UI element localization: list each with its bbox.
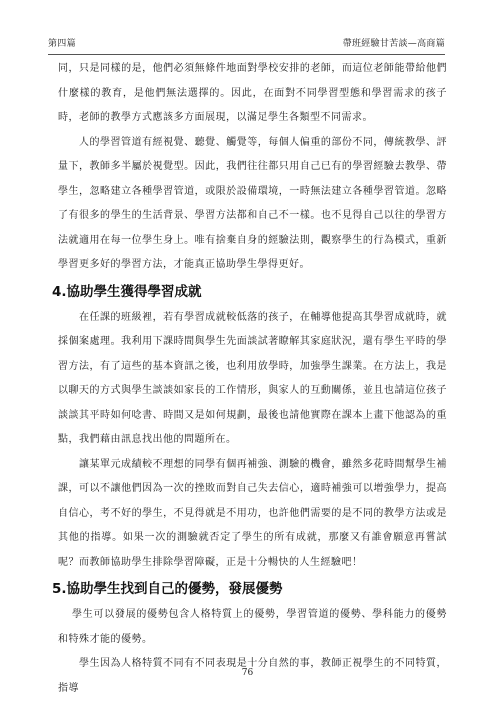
section-heading-4: 4.協助學生獲得學習成就 <box>52 283 202 300</box>
section-heading-5: 5.協助學生找到自己的優勢，發展優勢 <box>52 581 283 597</box>
paragraph-student-strengths: 學生可以發展的優勢包含人格特質上的優勢，學習管道的優勢、學科能力的優勢和特殊才能的優勢。 <box>58 609 447 645</box>
body-text <box>52 57 447 701</box>
paragraph-case-handling: 在任課的班級裡，若有學習成就較低落的孩子，在輔導他提高其學習成就時，就採個案處理。我利用下課時間與學生先面談試著瞭解其家庭狀況，還有學生平時的學習方法，有了這些的基本資訊之後，也利用放學時，加強學生課業。在方法上，我是以聊天的方式與學生談談如家長的工作情形，與家人的互動關係，並且也請這位孩子談談其平時如何唸書、時間又是如何規劃，最後也請他實際在課本上畫下他認為的重點，我們藉由訊息找出他的問題所在。 <box>58 311 447 445</box>
header-chapter-title: 帶班經驗甘苦談—高商篇 <box>342 39 445 49</box>
paragraph-continuation: 同，只是同樣的是，他們必須無條件地面對學校安排的老師，而這位老師能帶給他們什麼樣的教育，是他們無法選擇的。因此，在面對不同學習型態和學習需求的孩子時，老師的教學方式應該多方面展現，以滿足學生各類型不同需求。 <box>58 63 447 123</box>
paragraph-learning-channels: 人的學習管道有經視覺、聽覺、觸覺等，每個人偏重的部份不同，傳統教學、評量下，教師多半屬於視覺型。因此，我們往往都只用自己已有的學習經驗去教學、帶學生，忽略建立各種學習管道，或限於設備環境，一時無法建立各種學習管道。忽略了有很多的學生的生活背景、學習方法都和自己不一樣。也不見得自己以往的學習方法就適用在每一位學生身上。唯有捨棄自身的經驗法則，觀察學生的行為模式，重新學習更多好的學習方法，才能真正協助學生學得更好。 <box>58 136 447 270</box>
page-number: 76 <box>241 668 254 678</box>
running-header <box>48 38 445 55</box>
paragraph-personality-traits: 學生因為人格特質不同有不同表現是十分自然的事，教師正視學生的不同特質，指導 <box>58 658 447 694</box>
header-part-label: 第四篇 <box>48 39 76 49</box>
paragraph-remedial-testing: 讓某單元成績較不理想的同學有個再補強、測驗的機會，雖然多花時間幫學生補課，可以不讓他們因為一次的挫敗而對自己失去信心，適時補強可以增強學力，提高自信心，考不好的學生，不見得就是不用功，也許他們需要的是不同的教學方法或是其他的指導。如果一次的測驗就否定了學生的所有成就，那麼又有誰會願意再嘗試呢？而教師協助學生排除學習障礙，正是十分暢快的人生經驗吧！ <box>58 458 447 568</box>
